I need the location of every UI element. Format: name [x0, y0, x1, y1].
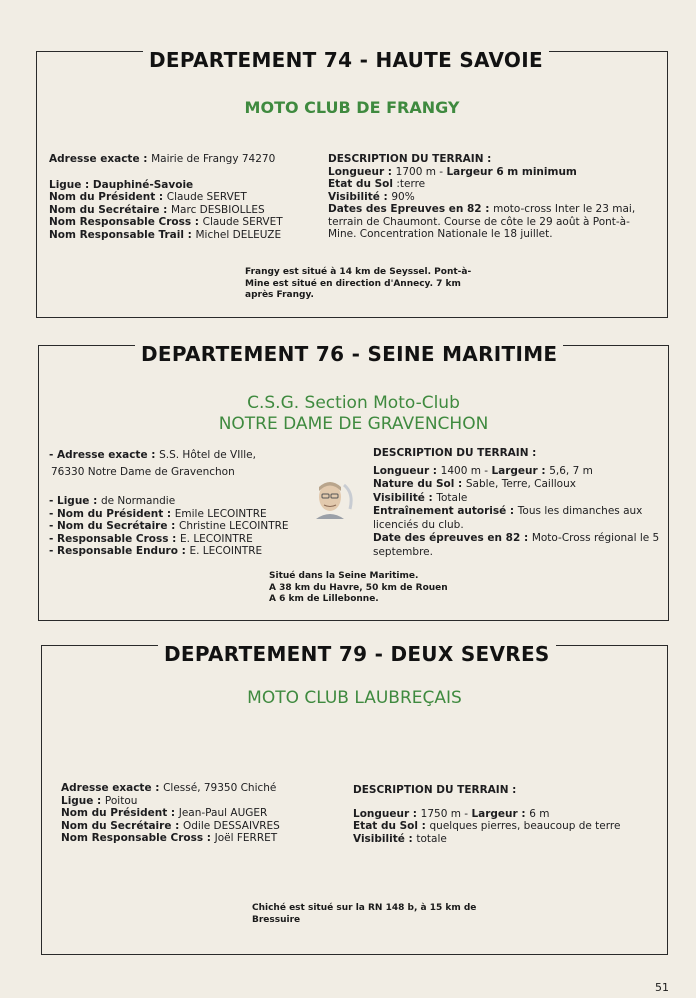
section-dept-79	[41, 642, 668, 955]
info-row-secretaire: Nom du Secrétaire : Marc DESBIOLLES	[49, 203, 265, 216]
info-row-adresse: Adresse exacte : Mairie de Frangy 74270	[49, 153, 276, 165]
info-row-cross: Nom Responsable Cross : Claude SERVET	[49, 216, 283, 228]
terrain-visibilite: Visibilité : Totale	[373, 491, 468, 504]
info-row-secretaire: - Nom du Secrétaire : Christine LECOINTRE	[49, 520, 289, 532]
section-title: DEPARTEMENT 76 - SEINE MARITIME	[135, 342, 563, 366]
terrain-description	[353, 784, 653, 845]
section-dept-74	[36, 48, 668, 318]
info-row-trail: Nom Responsable Trail : Michel DELEUZE	[49, 228, 282, 241]
location-note: Chiché est situé sur la RN 148 b, à 15 km de Bressuire	[252, 903, 477, 925]
info-row-adresse: Adresse exacte : Clessé, 79350 Chiché	[61, 782, 277, 794]
terrain-header: DESCRIPTION DU TERRAIN :	[328, 153, 492, 165]
section-title: DEPARTEMENT 74 - HAUTE SAVOIE	[143, 48, 549, 72]
info-row-cross: Nom Responsable Cross : Joël FERRET	[61, 832, 278, 844]
location-note: Frangy est situé à 14 km de Seyssel. Pont-à- Mine est situé en direction d'Annecy. 7 km après Frangy.	[245, 267, 472, 300]
info-row-president: - Nom du Président : Emile LECOINTRE	[49, 507, 267, 520]
club-info	[49, 449, 289, 558]
terrain-etat: Etat du Sol :terre	[328, 178, 426, 190]
terrain-visibilite: Visibilité : 90%	[328, 190, 415, 203]
club-name-line1: C.S.G. Section Moto-Club	[247, 393, 460, 413]
info-row-president: Nom du Président : Claude SERVET	[49, 191, 247, 203]
terrain-nature: Nature du Sol : Sable, Terre, Cailloux	[373, 478, 576, 490]
club-info	[49, 153, 283, 241]
club-name: MOTO CLUB LAUBREÇAIS	[247, 688, 462, 708]
info-row-adresse: - Adresse exacte : S.S. Hôtel de VIlle,	[49, 449, 256, 461]
terrain-visibilite: Visibilité : totale	[353, 832, 447, 845]
info-row-president: Nom du Président : Jean-Paul AUGER	[61, 807, 268, 819]
club-name-line2: NOTRE DAME DE GRAVENCHON	[218, 414, 489, 434]
terrain-description	[373, 447, 665, 559]
location-note: Situé dans la Seine Maritime. A 38 km du Havre, 50 km de Rouen A 6 km de Lillebonne.	[269, 571, 448, 604]
terrain-dates: Dates des Epreuves en 82 : moto-cross Inter le 23 mai, terrain de Chaumont. Course de côte le 29 août à Pont-à-Mine. Concentration Nationale le 18 juillet.	[328, 203, 636, 240]
terrain-entrainement: Entraînement autorisé : Tous les dimanches aux licenciés du club.	[373, 505, 643, 531]
info-row-ligue: - Ligue : de Normandie	[49, 495, 176, 507]
info-row-cross: - Responsable Cross : E. LECOINTRE	[49, 532, 253, 545]
section-title: DEPARTEMENT 79 - DEUX SEVRES	[158, 642, 556, 666]
terrain-header: DESCRIPTION DU TERRAIN :	[373, 447, 537, 459]
info-row-enduro: - Responsable Enduro : E. LECOINTRE	[49, 545, 263, 557]
terrain-header: DESCRIPTION DU TERRAIN :	[353, 784, 517, 796]
terrain-longueur: Longueur : 1400 m - Largeur : 5,6, 7 m	[373, 464, 593, 477]
terrain-etat: Etat du Sol : quelques pierres, beaucoup de terre	[353, 820, 621, 832]
terrain-longueur: Longueur : 1700 m - Largeur 6 m minimum	[328, 165, 577, 178]
club-info	[61, 782, 280, 845]
club-name: MOTO CLUB DE FRANGY	[244, 98, 460, 117]
terrain-description	[328, 153, 658, 241]
terrain-longueur: Longueur : 1750 m - Largeur : 6 m	[353, 807, 550, 820]
info-row-ligue: Ligue : Dauphiné-Savoie	[49, 178, 194, 191]
info-row-ligue: Ligue : Poitou	[61, 794, 138, 807]
info-row-secretaire: Nom du Secrétaire : Odile DESSAIVRES	[61, 819, 280, 832]
info-row-adresse-line2: 76330 Notre Dame de Gravenchon	[51, 465, 235, 478]
terrain-dates: Date des épreuves en 82 : Moto-Cross régional le 5 septembre.	[373, 532, 660, 558]
portrait-photo	[314, 479, 358, 519]
page-number: 51	[655, 981, 669, 994]
